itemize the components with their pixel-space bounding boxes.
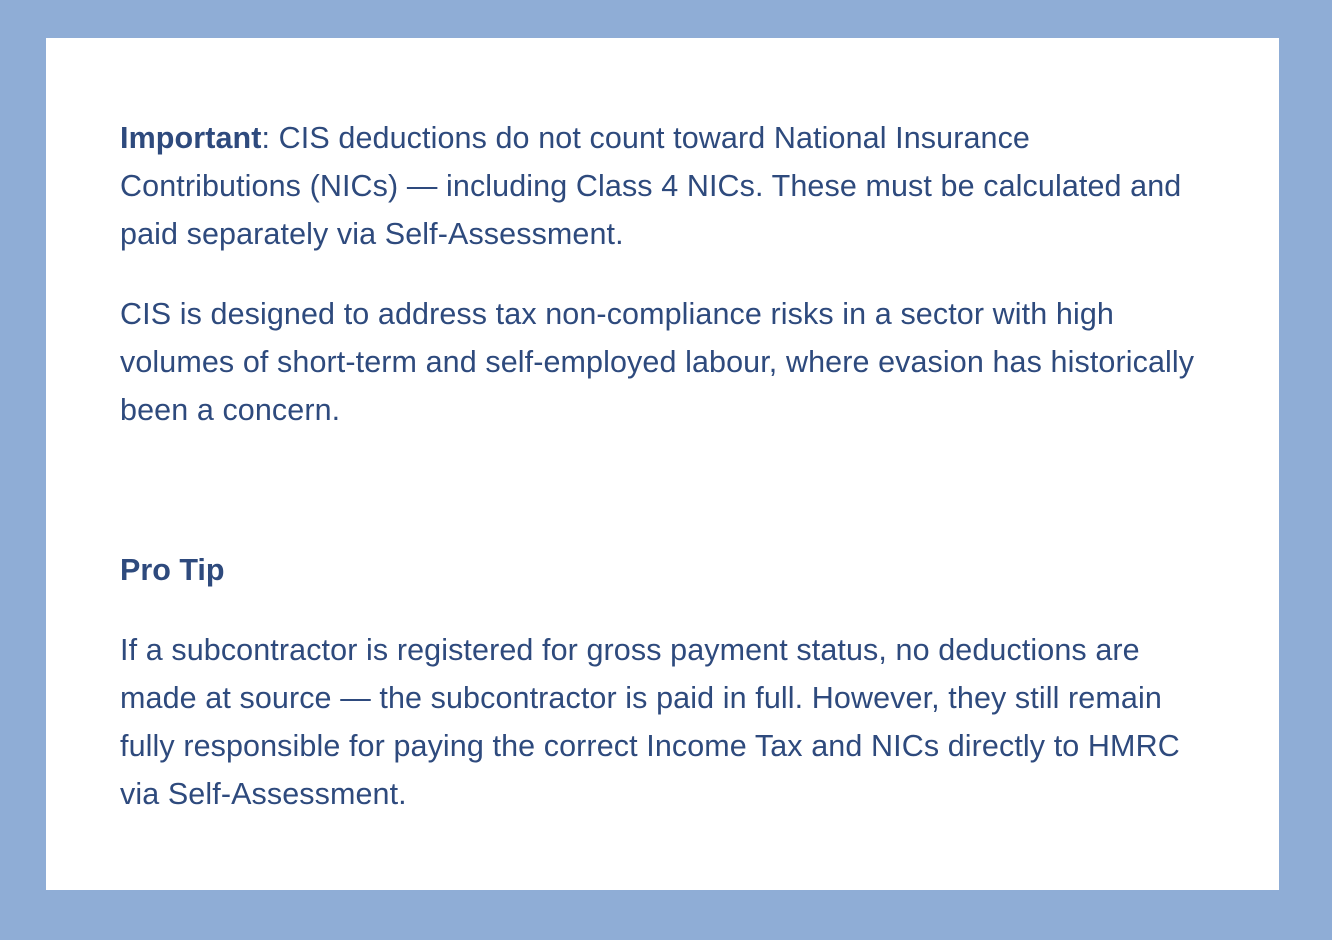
cis-purpose-paragraph: CIS is designed to address tax non-compliance risks in a sector with high volumes of short-term and self-employed labour, where evasion has historically been a concern. (120, 297, 1195, 427)
important-text: : CIS deductions do not count toward National Insurance Contributions (NICs) — including Class 4 NICs. These must be calculated and paid separately via Self-Assessment. (120, 121, 1182, 251)
pro-tip-paragraph: If a subcontractor is registered for gross payment status, no deductions are made at source — the subcontractor is paid in full. However, they still remain fully responsible for paying the correct Income Tax and NICs directly to HMRC via Self-Assessment. (120, 633, 1180, 811)
important-label: Important (120, 121, 262, 155)
pro-tip-heading: Pro Tip (120, 553, 225, 587)
content-card (46, 38, 1279, 890)
important-paragraph (120, 114, 1205, 258)
